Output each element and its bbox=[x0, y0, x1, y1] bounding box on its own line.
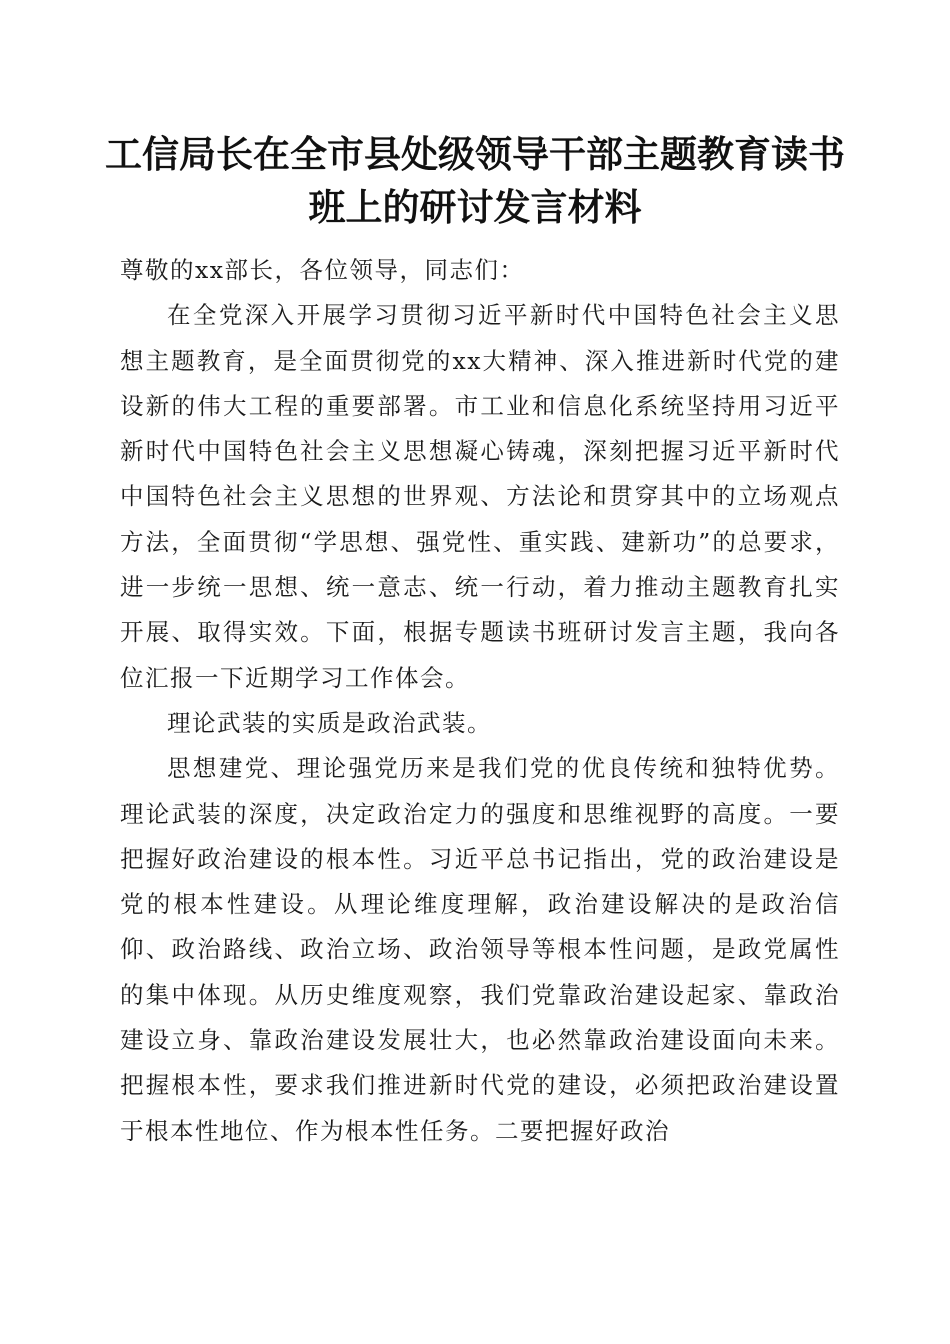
title-line-1: 工信局长在全市县处级领导干部主题教育读书 bbox=[105, 132, 845, 176]
salutation: 尊敬的xx部长，各位领导，同志们： bbox=[120, 256, 525, 284]
title-line-2: 班上的研讨发言材料 bbox=[308, 185, 642, 229]
document-body bbox=[120, 248, 840, 1154]
paragraph-body: 思想建党、理论强党历来是我们党的优良传统和独特优势。理论武装的深度，决定政治定力的强度和思维视野的高度。一要把握好政治建设的根本性。习近平总书记指出，党的政治建设是党的根本性建设。从理论维度理解，政治建设解决的是政治信仰、政治路线、政治立场、政治领导等根本性问题，是政党属性的集中体现。从历史维度观察，我们党靠政治建设起家、靠政治建设立身、靠政治建设发展壮大，也必然靠政治建设面向未来。把握根本性，要求我们推进新时代党的建设，必须把政治建设置于根本性地位、作为根本性任务。二要把握好政治 bbox=[120, 754, 840, 1145]
document-title bbox=[100, 128, 850, 234]
paragraph-intro: 在全党深入开展学习贯彻习近平新时代中国特色社会主义思想主题教育，是全面贯彻党的xx大精神、深入推进新时代党的建设新的伟大工程的重要部署。市工业和信息化系统坚持用习近平新时代中国特色社会主义思想凝心铸魂，深刻把握习近平新时代中国特色社会主义思想的世界观、方法论和贯穿其中的立场观点方法，全面贯彻“学思想、强党性、重实践、建新功”的总要求，进一步统一思想、统一意志、统一行动，着力推动主题教育扎实开展、取得实效。下面，根据专题读书班研讨发言主题，我向各位汇报一下近期学习工作体会。 bbox=[120, 301, 840, 692]
section-heading: 理论武装的实质是政治武装。 bbox=[167, 708, 492, 737]
